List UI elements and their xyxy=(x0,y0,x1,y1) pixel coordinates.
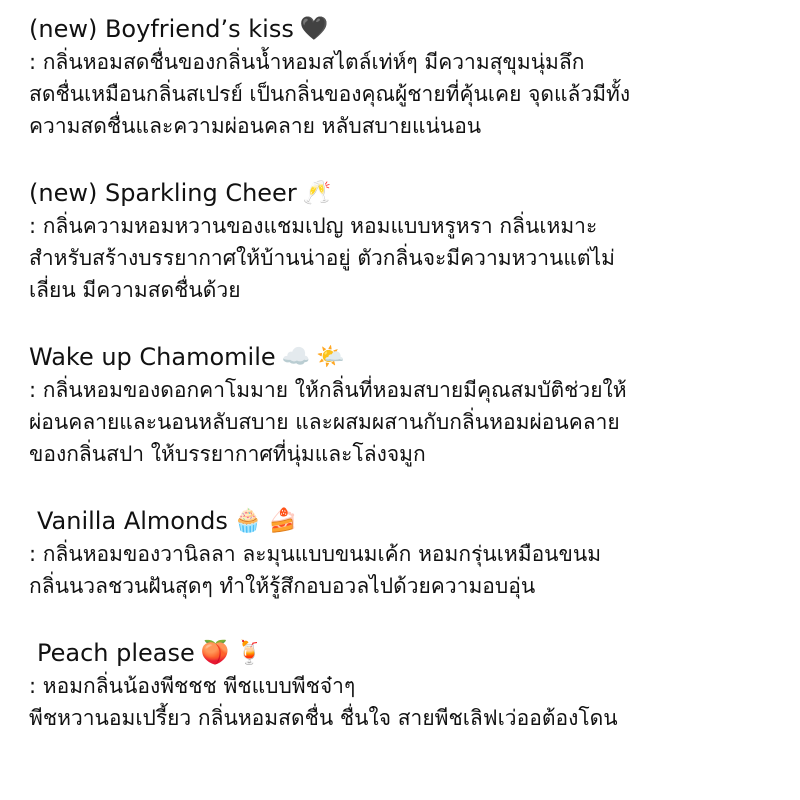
sun-behind-cloud-icon: 🌤️ xyxy=(316,343,345,370)
description-line: สดชื่นเหมือนกลิ่นสเปรย์ เป็นกลิ่นของคุณผู้ชายที่คุ้นเคย จุดแล้วมีทั้ง xyxy=(29,82,631,106)
scent-entry-peach-please xyxy=(29,636,792,734)
scent-entry-wake-up-chamomile xyxy=(29,340,792,470)
scent-title-text: (new) Sparkling Cheer xyxy=(29,179,297,207)
description-line: เลี่ยน มีความสดชื่นด้วย xyxy=(29,278,241,302)
peach-icon: 🍑 xyxy=(200,639,230,666)
description-line: ความสดชื่นและความผ่อนคลาย หลับสบายแน่นอน xyxy=(29,114,482,138)
scent-description xyxy=(29,670,792,734)
description-line: : กลิ่นหอมของวานิลลา ละมุนแบบขนมเค้ก หอมกรุ่นเหมือนขนม xyxy=(29,542,602,566)
description-line: : กลิ่นความหอมหวานของแชมเปญ หอมแบบหรูหรา กลิ่นเหมาะ xyxy=(29,214,598,238)
scent-title-text: Wake up Chamomile xyxy=(29,343,276,371)
scent-title-text: (new) Boyfriend’s kiss xyxy=(29,15,294,43)
scent-title xyxy=(29,340,792,374)
scent-title-text: Vanilla Almonds xyxy=(37,507,228,535)
scent-title xyxy=(29,504,792,538)
cake-slice-icon: 🍰 xyxy=(268,507,298,534)
scent-title xyxy=(29,12,792,46)
document-body xyxy=(29,12,792,734)
scent-entry-sparkling-cheer xyxy=(29,176,792,306)
scent-entry-vanilla-almonds xyxy=(29,504,792,602)
description-line: : กลิ่นหอมของดอกคาโมมาย ให้กลิ่นที่หอมสบายมีคุณสมบัติช่วยให้ xyxy=(29,378,627,402)
description-line: ของกลิ่นสปา ให้บรรยากาศที่นุ่มและโล่งจมูก xyxy=(29,442,426,466)
scent-description xyxy=(29,46,792,142)
description-line: ผ่อนคลายและนอนหลับสบาย และผสมผสานกับกลิ่นหอมผ่อนคลาย xyxy=(29,410,620,434)
description-line: กลิ่นนวลชวนฝันสุดๆ ทำให้รู้สึกอบอวลไปด้วยความอบอุ่น xyxy=(29,574,536,598)
scent-description xyxy=(29,538,792,602)
description-line: : หอมกลิ่นน้องพีชชช พีชแบบพีชจ๋าๆ xyxy=(29,674,356,698)
description-line: สำหรับสร้างบรรยากาศให้บ้านน่าอยู่ ตัวกลิ่นจะมีความหวานแต่ไม่ xyxy=(29,246,615,270)
scent-entry-boyfriends-kiss xyxy=(29,12,792,142)
scent-title-text: Peach please xyxy=(37,639,195,667)
description-line: : กลิ่นหอมสดชื่นของกลิ่นน้ำหอมสไตล์เท่ห์ๆ มีความสุขุมนุ่มลึก xyxy=(29,50,585,74)
cloud-icon: ☁️ xyxy=(281,343,311,370)
scent-title xyxy=(29,636,792,670)
scent-description xyxy=(29,210,792,306)
description-line: พีชหวานอมเปรี้ยว กลิ่นหอมสดชื่น ชื่นใจ สายพีชเลิฟเว่ออต้องโดน xyxy=(29,706,618,730)
scent-title xyxy=(29,176,792,210)
clinking-glasses-icon: 🥂 xyxy=(302,179,332,206)
cupcake-icon: 🧁 xyxy=(233,507,263,534)
black-heart-icon: 🖤 xyxy=(299,15,329,42)
tropical-drink-icon: 🍹 xyxy=(235,639,265,666)
scent-description xyxy=(29,374,792,470)
